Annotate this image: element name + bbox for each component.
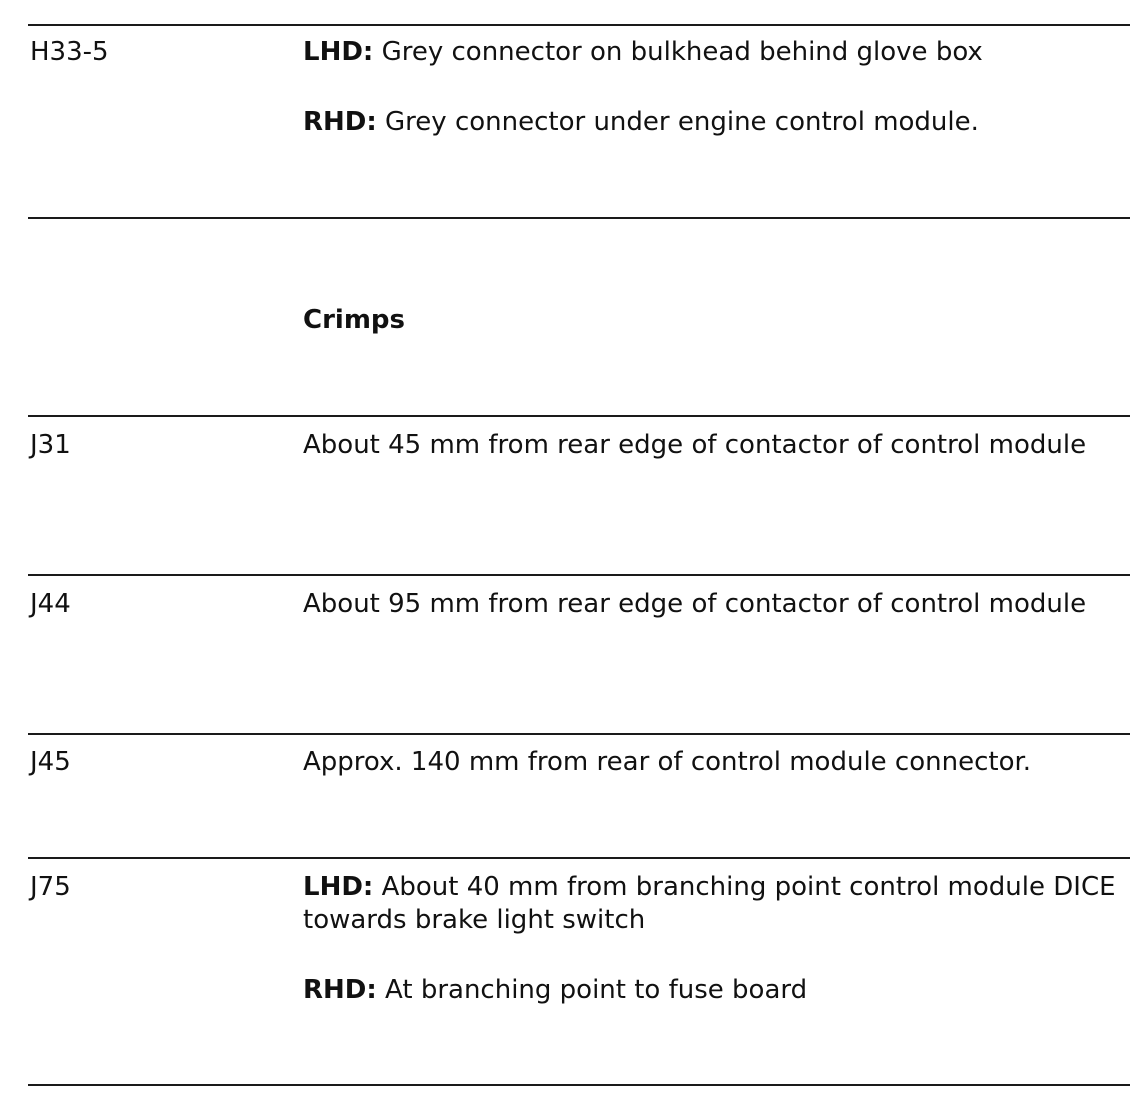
section-heading-crimps: Crimps — [303, 305, 405, 335]
rhd-label: RHD: — [303, 107, 377, 137]
row-code: J31 — [30, 430, 71, 460]
row-description: About 45 mm from rear edge of contactor of control module — [303, 430, 1087, 460]
table-rule-top — [28, 24, 1130, 26]
row-code: H33-5 — [30, 37, 109, 67]
row-description-lhd — [303, 871, 1118, 937]
table-rule — [28, 857, 1130, 859]
row-description: Approx. 140 mm from rear of control module connector. — [303, 747, 1032, 777]
rhd-label: RHD: — [303, 975, 377, 1005]
table-rule — [28, 733, 1130, 735]
row-code: J44 — [30, 589, 71, 619]
table-rule — [28, 574, 1130, 576]
lhd-label: LHD: — [303, 872, 374, 902]
table-rule-bottom — [28, 1084, 1130, 1086]
row-code: J45 — [30, 747, 71, 777]
row-description: About 95 mm from rear edge of contactor of control module — [303, 589, 1087, 619]
table-rule — [28, 217, 1130, 219]
row-description-rhd — [303, 974, 1118, 1007]
table-rule — [28, 415, 1130, 417]
lhd-text: Grey connector on bulkhead behind glove box — [373, 37, 983, 67]
row-description-lhd — [303, 36, 1118, 69]
rhd-text: Grey connector under engine control module. — [376, 107, 979, 137]
lhd-label: LHD: — [303, 37, 374, 67]
row-code: J75 — [30, 872, 71, 902]
rhd-text: At branching point to fuse board — [376, 975, 808, 1005]
lhd-text: About 40 mm from branching point control module DICE towards brake light switch — [303, 872, 1116, 935]
row-description-rhd — [303, 106, 1118, 139]
